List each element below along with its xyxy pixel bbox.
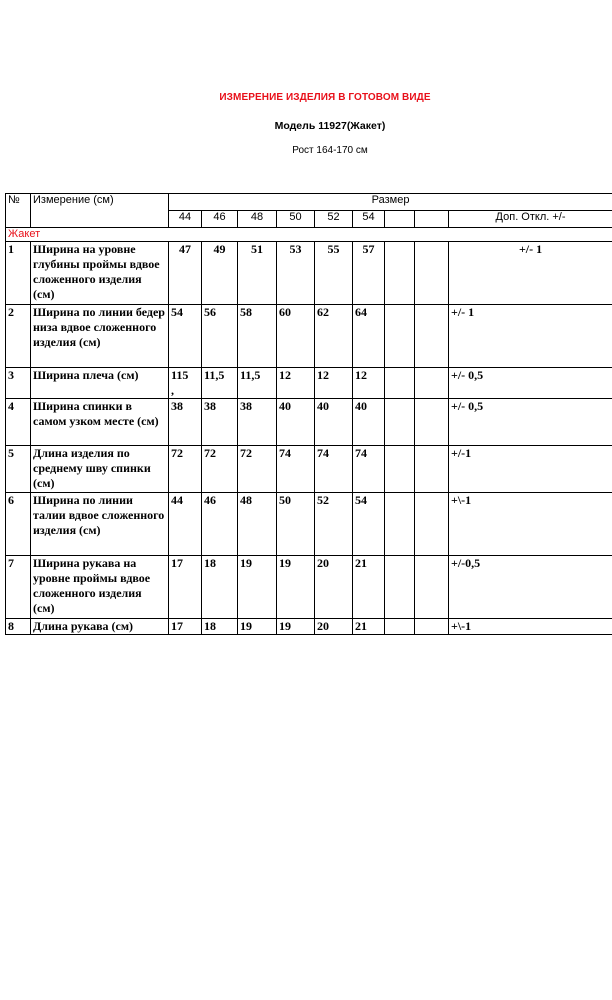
measure-name: Ширина рукава на уровне проймы вдвое сложенного изделия (см): [31, 556, 169, 619]
empty-cell: [415, 368, 449, 399]
size-value: 11,5: [202, 368, 238, 399]
size-value: 60: [277, 305, 315, 368]
measure-name: Длина изделия по среднему шву спинки (см): [31, 446, 169, 493]
size-value: 21: [353, 619, 385, 635]
size-value: 18: [202, 556, 238, 619]
table-row: [6, 619, 612, 635]
size-value: 72: [238, 446, 277, 493]
size-value: 19: [238, 556, 277, 619]
empty-cell: [385, 446, 415, 493]
size-value: 40: [315, 399, 353, 446]
row-number: 4: [6, 399, 31, 446]
empty-cell: [415, 399, 449, 446]
measure-name: Ширина плеча (см): [31, 368, 169, 399]
measure-name: Ширина на уровне глубины проймы вдвое сложенного изделия (см): [31, 242, 169, 305]
row-number: 5: [6, 446, 31, 493]
table-row: [6, 446, 612, 493]
size-value: 52: [315, 493, 353, 556]
row-number: 3: [6, 368, 31, 399]
size-value: 20: [315, 619, 353, 635]
measure-name: Ширина спинки в самом узком месте (см): [31, 399, 169, 446]
size-value: 38: [169, 399, 202, 446]
size-value: 12: [353, 368, 385, 399]
empty-cell: [385, 619, 415, 635]
tolerance-value: +/- 0,5: [449, 399, 612, 446]
row-number: 7: [6, 556, 31, 619]
empty-cell: [385, 242, 415, 305]
size-label: 54: [353, 211, 385, 228]
size-value: 19: [238, 619, 277, 635]
empty-cell: [385, 368, 415, 399]
measurement-table: [5, 193, 612, 635]
size-label: 52: [315, 211, 353, 228]
size-value: 55: [315, 242, 353, 305]
tolerance-value: +\-1: [449, 619, 612, 635]
size-value: 19: [277, 619, 315, 635]
row-number: 6: [6, 493, 31, 556]
empty-cell: [385, 493, 415, 556]
size-value: 72: [169, 446, 202, 493]
size-value: 19: [277, 556, 315, 619]
header-no: №: [6, 194, 31, 228]
empty-cell: [415, 242, 449, 305]
measure-name: Ширина по линии талии вдвое сложенного изделия (см): [31, 493, 169, 556]
size-value: 72: [202, 446, 238, 493]
empty-cell: [415, 305, 449, 368]
empty-cell: [385, 556, 415, 619]
size-value: 56: [202, 305, 238, 368]
model-label: Модель 11927(Жакет): [274, 120, 386, 132]
size-value: 40: [277, 399, 315, 446]
empty-size-cell: [385, 211, 415, 228]
height-label: Рост 164-170 см: [292, 145, 368, 156]
empty-cell: [385, 305, 415, 368]
row-number: 8: [6, 619, 31, 635]
tolerance-value: +/-0,5: [449, 556, 612, 619]
size-value: 54: [169, 305, 202, 368]
empty-cell: [415, 556, 449, 619]
section-label: Жакет: [6, 228, 612, 242]
size-label: 48: [238, 211, 277, 228]
size-value: 49: [202, 242, 238, 305]
empty-cell: [415, 493, 449, 556]
measure-name: Ширина по линии бедер низа вдвое сложенного изделия (см): [31, 305, 169, 368]
row-number: 2: [6, 305, 31, 368]
size-value: 17: [169, 619, 202, 635]
size-value: 74: [315, 446, 353, 493]
row-number: 1: [6, 242, 31, 305]
size-value: 17: [169, 556, 202, 619]
size-value: 18: [202, 619, 238, 635]
size-value: 54: [353, 493, 385, 556]
empty-cell: [415, 446, 449, 493]
size-value: 50: [277, 493, 315, 556]
size-value: 53: [277, 242, 315, 305]
size-label: 50: [277, 211, 315, 228]
empty-cell: [415, 619, 449, 635]
empty-cell: [385, 399, 415, 446]
size-value: 46: [202, 493, 238, 556]
size-value: 47: [169, 242, 202, 305]
size-value: 38: [238, 399, 277, 446]
tolerance-value: +/- 0,5: [449, 368, 612, 399]
size-value: 44: [169, 493, 202, 556]
tolerance-value: +/- 1: [449, 242, 612, 305]
table-row: [6, 399, 612, 446]
size-value: 64: [353, 305, 385, 368]
size-value: 58: [238, 305, 277, 368]
size-value: 74: [277, 446, 315, 493]
size-value: 20: [315, 556, 353, 619]
table-row: [6, 242, 612, 305]
empty-size-cell: [415, 211, 449, 228]
header-measure: Измерение (см): [31, 194, 169, 228]
size-value: 48: [238, 493, 277, 556]
tolerance-value: +\-1: [449, 493, 612, 556]
size-value: 74: [353, 446, 385, 493]
tolerance-value: +/- 1: [449, 305, 612, 368]
table-row: [6, 368, 612, 399]
table-row: [6, 493, 612, 556]
size-value: 12: [277, 368, 315, 399]
size-value: 38: [202, 399, 238, 446]
size-label: 46: [202, 211, 238, 228]
size-value: 12: [315, 368, 353, 399]
size-value: 115 ,: [169, 368, 202, 399]
measure-name: Длина рукава (см): [31, 619, 169, 635]
size-value: 11,5: [238, 368, 277, 399]
document-title: ИЗМЕРЕНИЕ ИЗДЕЛИЯ В ГОТОВОМ ВИДЕ: [219, 92, 431, 103]
size-label: 44: [169, 211, 202, 228]
size-value: 62: [315, 305, 353, 368]
size-value: 40: [353, 399, 385, 446]
size-value: 51: [238, 242, 277, 305]
header-size: Размер: [169, 194, 612, 211]
size-value: 57: [353, 242, 385, 305]
size-value: 21: [353, 556, 385, 619]
table-row: [6, 556, 612, 619]
tolerance-value: +/-1: [449, 446, 612, 493]
header-tolerance: Доп. Откл. +/-: [449, 211, 612, 228]
table-row: [6, 305, 612, 368]
